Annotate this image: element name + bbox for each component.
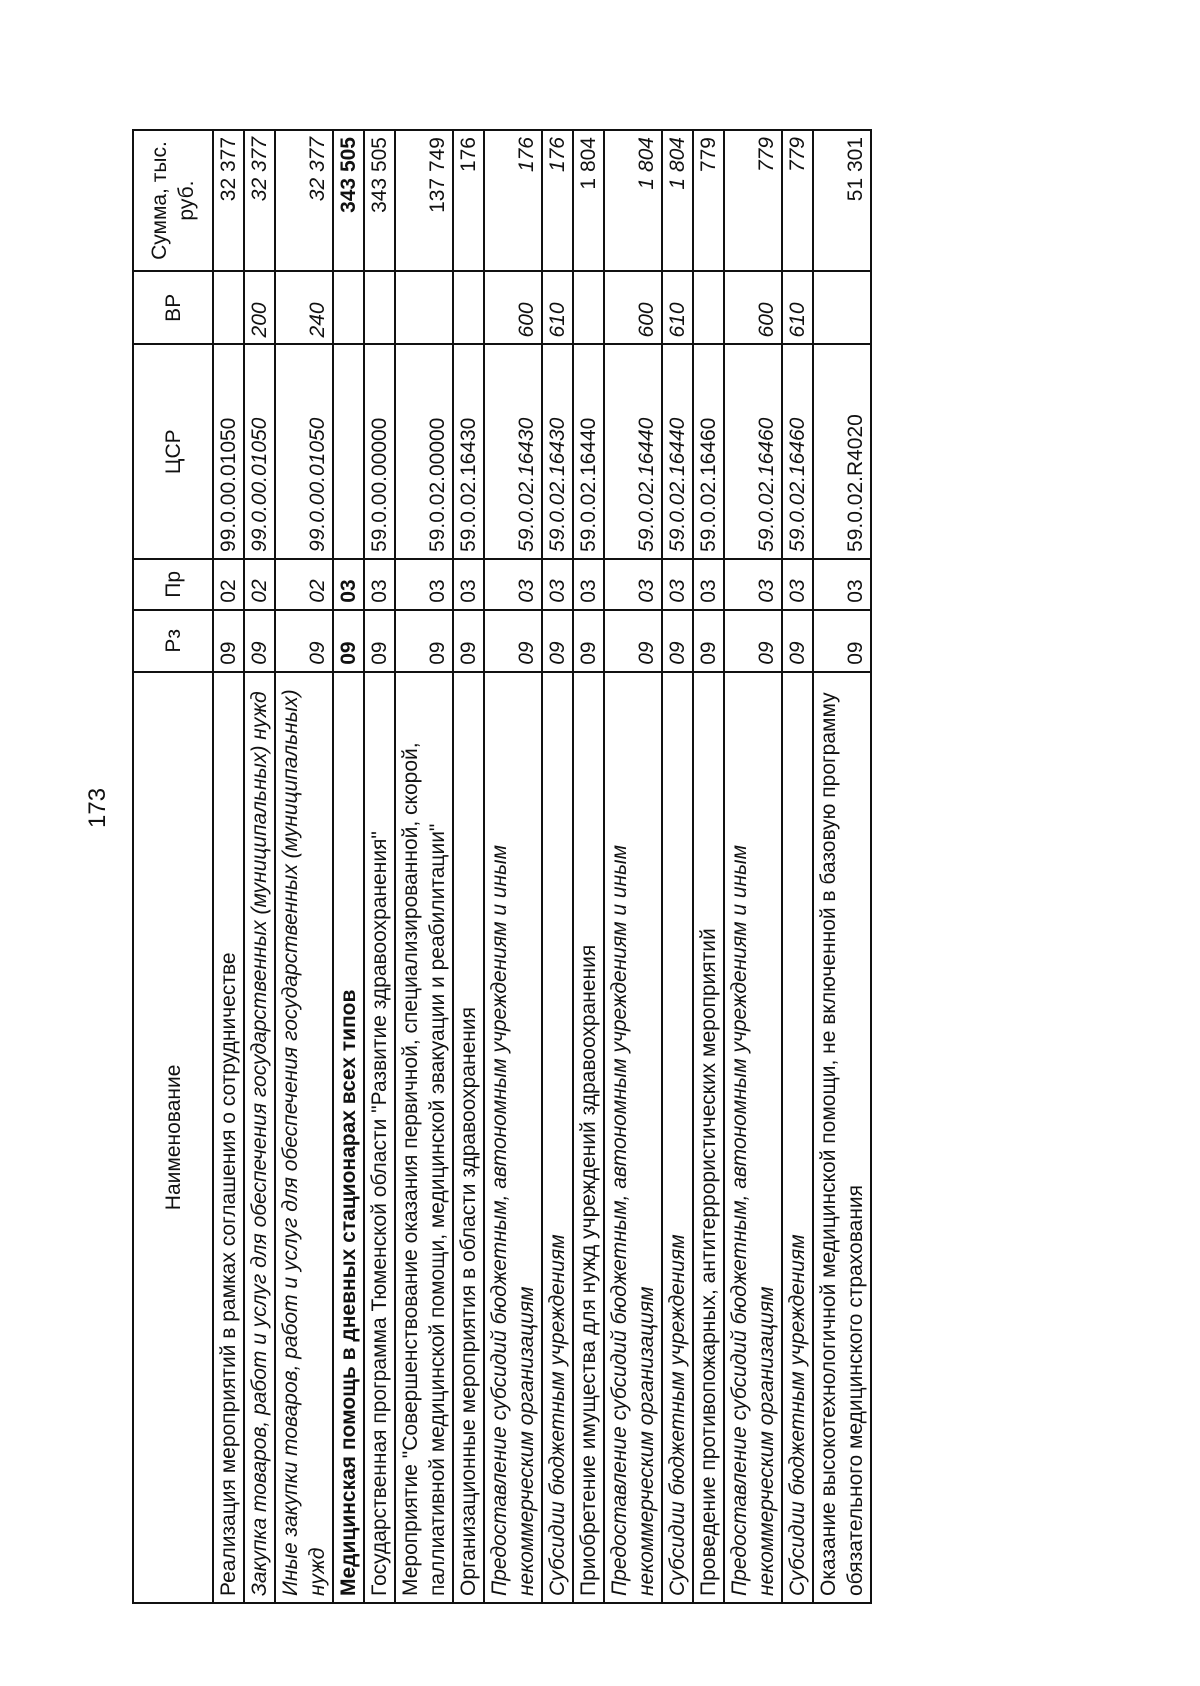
cell-rz: 09 bbox=[813, 610, 871, 672]
cell-vr bbox=[213, 271, 244, 344]
cell-sum: 343 505 bbox=[333, 130, 364, 271]
cell-sum: 32 377 bbox=[244, 130, 275, 271]
cell-name: Оказание высокотехнологичной медицинской помощи, не включенной в базовую программу обязательного медицинского страхования bbox=[813, 672, 871, 1603]
cell-sum: 1 804 bbox=[604, 130, 662, 271]
cell-vr bbox=[693, 271, 724, 344]
table-row bbox=[604, 130, 662, 1603]
cell-sum: 32 377 bbox=[213, 130, 244, 271]
table-row bbox=[782, 130, 813, 1603]
cell-pr: 03 bbox=[453, 559, 484, 610]
cell-csr: 59.0.02.16440 bbox=[573, 344, 604, 558]
cell-rz: 09 bbox=[275, 610, 333, 672]
cell-sum: 779 bbox=[693, 130, 724, 271]
cell-name: Проведение противопожарных, антитеррористических мероприятий bbox=[693, 672, 724, 1603]
cell-pr: 03 bbox=[484, 559, 542, 610]
table-row bbox=[573, 130, 604, 1603]
cell-rz: 09 bbox=[395, 610, 453, 672]
header-rz: Рз bbox=[133, 610, 213, 672]
cell-vr: 610 bbox=[782, 271, 813, 344]
cell-csr: 59.0.02.16430 bbox=[484, 344, 542, 558]
cell-pr: 03 bbox=[395, 559, 453, 610]
cell-sum: 779 bbox=[724, 130, 782, 271]
cell-rz: 09 bbox=[364, 610, 395, 672]
cell-pr: 02 bbox=[244, 559, 275, 610]
cell-rz: 09 bbox=[542, 610, 573, 672]
cell-csr: 59.0.02.16460 bbox=[724, 344, 782, 558]
cell-csr: 59.0.02.00000 bbox=[395, 344, 453, 558]
cell-vr: 600 bbox=[484, 271, 542, 344]
cell-name: Субсидии бюджетным учреждениям bbox=[542, 672, 573, 1603]
cell-csr: 59.0.02.R4020 bbox=[813, 344, 871, 558]
table-row bbox=[275, 130, 333, 1603]
cell-name: Организационные мероприятия в области здравоохранения bbox=[453, 672, 484, 1603]
cell-csr: 59.0.02.16430 bbox=[542, 344, 573, 558]
header-sum: Сумма, тыс. руб. bbox=[133, 130, 213, 271]
cell-csr: 59.0.02.16430 bbox=[453, 344, 484, 558]
cell-rz: 09 bbox=[573, 610, 604, 672]
cell-sum: 779 bbox=[782, 130, 813, 271]
table-row bbox=[813, 130, 871, 1603]
cell-pr: 03 bbox=[573, 559, 604, 610]
cell-pr: 03 bbox=[813, 559, 871, 610]
cell-name: Субсидии бюджетным учреждениям bbox=[662, 672, 693, 1603]
rotated-page-content bbox=[132, 129, 1032, 1604]
budget-table bbox=[132, 129, 872, 1604]
table-row bbox=[213, 130, 244, 1603]
cell-csr: 59.0.02.16440 bbox=[604, 344, 662, 558]
table-row bbox=[542, 130, 573, 1603]
cell-pr: 03 bbox=[604, 559, 662, 610]
cell-rz: 09 bbox=[453, 610, 484, 672]
cell-pr: 03 bbox=[542, 559, 573, 610]
table-row bbox=[693, 130, 724, 1603]
cell-sum: 1 804 bbox=[573, 130, 604, 271]
cell-name: Предоставление субсидий бюджетным, автономным учреждениям и иным некоммерческим организациям bbox=[724, 672, 782, 1603]
cell-rz: 09 bbox=[213, 610, 244, 672]
cell-sum: 343 505 bbox=[364, 130, 395, 271]
cell-pr: 03 bbox=[693, 559, 724, 610]
cell-vr bbox=[333, 271, 364, 344]
cell-csr bbox=[333, 344, 364, 558]
cell-name: Мероприятие "Совершенствование оказания первичной, специализированной, скорой, паллиативной медицинской помощи, медицинской эвакуации и реабилитации" bbox=[395, 672, 453, 1603]
cell-rz: 09 bbox=[782, 610, 813, 672]
cell-rz: 09 bbox=[244, 610, 275, 672]
cell-name: Реализация мероприятий в рамках соглашения о сотрудничестве bbox=[213, 672, 244, 1603]
cell-vr bbox=[813, 271, 871, 344]
cell-csr: 59.0.02.16440 bbox=[662, 344, 693, 558]
cell-sum: 32 377 bbox=[275, 130, 333, 271]
cell-vr: 600 bbox=[604, 271, 662, 344]
cell-csr: 59.0.00.00000 bbox=[364, 344, 395, 558]
cell-pr: 03 bbox=[782, 559, 813, 610]
table-row bbox=[453, 130, 484, 1603]
cell-pr: 03 bbox=[724, 559, 782, 610]
header-csr: ЦСР bbox=[133, 344, 213, 558]
cell-rz: 09 bbox=[484, 610, 542, 672]
table-body bbox=[213, 130, 871, 1603]
cell-csr: 59.0.02.16460 bbox=[693, 344, 724, 558]
cell-vr bbox=[573, 271, 604, 344]
cell-name: Закупка товаров, работ и услуг для обеспечения государственных (муниципальных) нужд bbox=[244, 672, 275, 1603]
cell-csr: 99.0.00.01050 bbox=[275, 344, 333, 558]
cell-name: Субсидии бюджетным учреждениям bbox=[782, 672, 813, 1603]
cell-vr: 610 bbox=[662, 271, 693, 344]
cell-vr: 600 bbox=[724, 271, 782, 344]
cell-sum: 176 bbox=[453, 130, 484, 271]
cell-sum: 176 bbox=[542, 130, 573, 271]
cell-csr: 99.0.00.01050 bbox=[244, 344, 275, 558]
table-row bbox=[662, 130, 693, 1603]
cell-vr: 200 bbox=[244, 271, 275, 344]
table-row bbox=[724, 130, 782, 1603]
cell-rz: 09 bbox=[604, 610, 662, 672]
cell-vr bbox=[364, 271, 395, 344]
table-row bbox=[364, 130, 395, 1603]
cell-pr: 02 bbox=[275, 559, 333, 610]
cell-rz: 09 bbox=[724, 610, 782, 672]
header-pr: Пр bbox=[133, 559, 213, 610]
cell-vr: 610 bbox=[542, 271, 573, 344]
page-number: 173 bbox=[84, 787, 111, 828]
cell-vr: 240 bbox=[275, 271, 333, 344]
cell-sum: 51 301 bbox=[813, 130, 871, 271]
cell-name: Государственная программа Тюменской области "Развитие здравоохранения" bbox=[364, 672, 395, 1603]
table-row bbox=[333, 130, 364, 1603]
table-row bbox=[395, 130, 453, 1603]
cell-vr bbox=[453, 271, 484, 344]
cell-name: Приобретение имущества для нужд учреждений здравоохранения bbox=[573, 672, 604, 1603]
table-row bbox=[484, 130, 542, 1603]
cell-rz: 09 bbox=[333, 610, 364, 672]
cell-rz: 09 bbox=[662, 610, 693, 672]
cell-sum: 137 749 bbox=[395, 130, 453, 271]
table-header-row bbox=[133, 130, 213, 1603]
cell-sum: 176 bbox=[484, 130, 542, 271]
cell-name: Предоставление субсидий бюджетным, автономным учреждениям и иным некоммерческим организациям bbox=[484, 672, 542, 1603]
cell-pr: 03 bbox=[364, 559, 395, 610]
cell-sum: 1 804 bbox=[662, 130, 693, 271]
cell-pr: 03 bbox=[333, 559, 364, 610]
cell-rz: 09 bbox=[693, 610, 724, 672]
table-row bbox=[244, 130, 275, 1603]
cell-csr: 99.0.00.01050 bbox=[213, 344, 244, 558]
cell-name: Предоставление субсидий бюджетным, автономным учреждениям и иным некоммерческим организациям bbox=[604, 672, 662, 1603]
cell-name: Медицинская помощь в дневных стационарах всех типов bbox=[333, 672, 364, 1603]
cell-csr: 59.0.02.16460 bbox=[782, 344, 813, 558]
cell-pr: 02 bbox=[213, 559, 244, 610]
header-vr: ВР bbox=[133, 271, 213, 344]
cell-vr bbox=[395, 271, 453, 344]
cell-name: Иные закупки товаров, работ и услуг для обеспечения государственных (муниципальных) нужд bbox=[275, 672, 333, 1603]
header-name: Наименование bbox=[133, 672, 213, 1603]
cell-pr: 03 bbox=[662, 559, 693, 610]
